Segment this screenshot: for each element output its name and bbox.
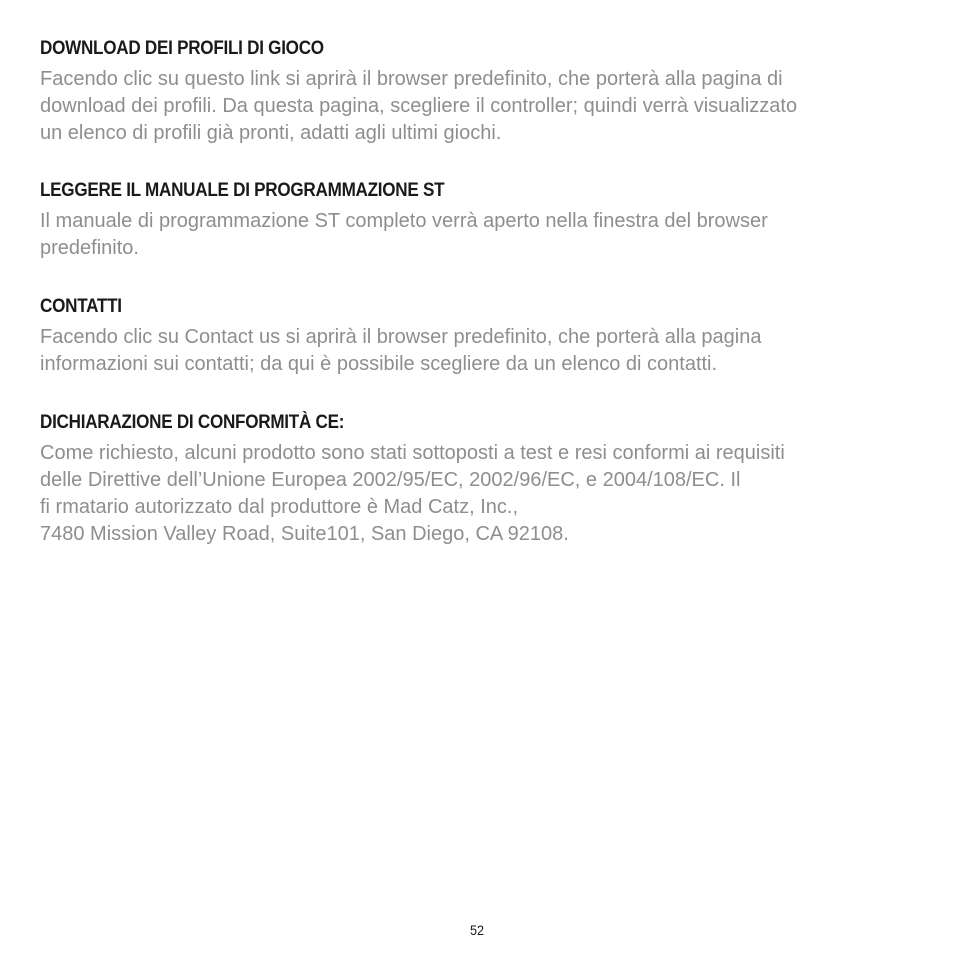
section-body bbox=[40, 324, 920, 378]
section-body bbox=[40, 440, 920, 548]
section-heading: LEGGERE IL MANUALE DI PROGRAMMAZIONE ST bbox=[40, 180, 445, 201]
section-contacts bbox=[40, 296, 920, 378]
body-line: Facendo clic su questo link si aprirà il browser predefinito, che porterà alla pagina di bbox=[40, 68, 783, 90]
section-download-profiles bbox=[40, 38, 920, 147]
body-line: informazioni sui contatti; da qui è possibile scegliere da un elenco di contatti. bbox=[40, 353, 718, 375]
body-line: delle Direttive dell’Unione Europea 2002/95/EC, 2002/96/EC, e 2004/108/EC. Il bbox=[40, 469, 741, 491]
body-line: download dei profili. Da questa pagina, scegliere il controller; quindi verrà visualizzato bbox=[40, 95, 798, 117]
body-line: Facendo clic su Contact us si aprirà il browser predefinito, che porterà alla pagina bbox=[40, 326, 762, 348]
body-line: fi rmatario autorizzato dal produttore è Mad Catz, Inc., bbox=[40, 496, 518, 518]
section-heading: DOWNLOAD DEI PROFILI DI GIOCO bbox=[40, 38, 324, 59]
body-line: predefinito. bbox=[40, 237, 139, 259]
body-line: 7480 Mission Valley Road, Suite101, San Diego, CA 92108. bbox=[40, 523, 569, 545]
section-body bbox=[40, 208, 920, 262]
section-programming-manual bbox=[40, 180, 920, 262]
body-line: un elenco di profili già pronti, adatti agli ultimi giochi. bbox=[40, 122, 502, 144]
section-heading: DICHIARAZIONE DI CONFORMITÀ CE: bbox=[40, 412, 345, 433]
body-line: Il manuale di programmazione ST completo verrà aperto nella finestra del browser bbox=[40, 210, 768, 232]
body-line: Come richiesto, alcuni prodotto sono stati sottoposti a test e resi conformi ai requisiti bbox=[40, 442, 785, 464]
section-body bbox=[40, 66, 920, 147]
section-heading: CONTATTI bbox=[40, 296, 122, 317]
section-ce-conformity bbox=[40, 412, 920, 548]
page-number: 52 bbox=[469, 922, 485, 938]
